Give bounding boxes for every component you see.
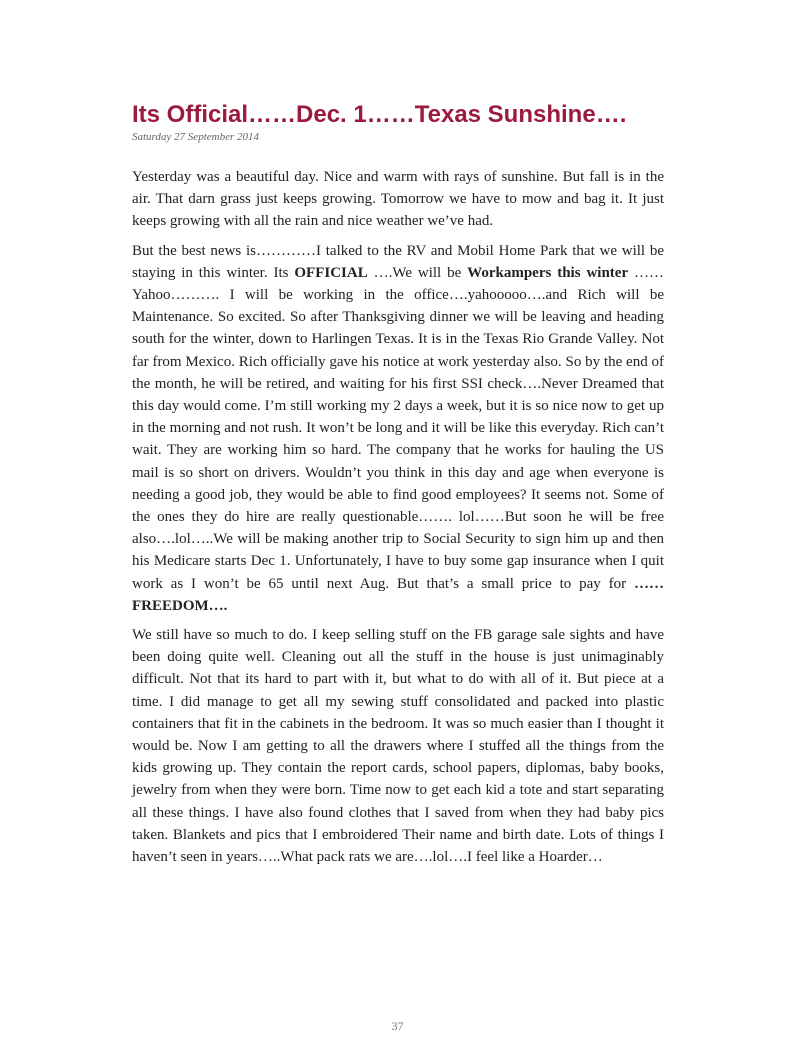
paragraph-2-part-2: ….We will be [367, 264, 468, 281]
paragraph-2-part-3: ……Yahoo………. I will be working in the office….yahooooo….and Rich will be Maintenance. So excited. So after Thanksgiving dinner we will be leaving and heading south for the winter, down to Harlingen Texas. It is in the Texas Rio Grande Valley. Not far from Mexico. Rich officially gave his notice at work yesterday also. So by the end of the month, he will be retired, and waiting for his first SSI check….Never Dreamed that this day would come. I’m still working my 2 days a week, but it is so nice now to get up in the morning and not rush. It won’t be long and it will be like this everyday. Rich can’t wait. They are working him so hard. The company that he works for hauling the US mail is so short on drivers. Wouldn’t you think in this day and age when everyone is needing a good job, they would be able to find good employees? It seems not. Some of the ones they do hire are really questionable……. lol……But soon he will be free also….lol…..We will be making another trip to Social Security to sign him up and then his Medicare starts Dec 1. Unfortunately, I have to buy some gap insurance when I quit work as I won’t be 65 until next Aug. But that’s a small price to pay for [132, 264, 665, 592]
post-body [132, 166, 664, 875]
paragraph-2-bold-workampers: Workampers this winter [467, 264, 629, 281]
paragraph-1: Yesterday was a beautiful day. Nice and warm with rays of sunshine. But fall is in the air. That darn grass just keeps growing. Tomorrow we have to mow and bag it. It just keeps growing with all the rain and nice weather we’ve had. [132, 169, 664, 230]
page-number: 37 [391, 1019, 404, 1033]
paragraph-2 [132, 240, 664, 617]
paragraph-2-bold-official: OFFICIAL [294, 264, 368, 281]
paragraph-2-part-1: But the best news is…………I talked to the RV and Mobil Home Park that we will be staying in this winter. Its [132, 242, 664, 281]
paragraph-3: We still have so much to do. I keep selling stuff on the FB garage sale sights and have been doing quite well. Cleaning out all the stuff in the house is just unimaginably difficult. Not that its hard to part with it, but what to do with all of it. But piece at a time. I did manage to get all my sewing stuff consolidated and packed into plastic containers that fit in the cabinets in the bedroom. It was so much easier than I thought it would be. Now I am getting to all the drawers where I stuffed all the things from the kids growing up. They contain the report cards, school papers, diplomas, baby books, jewelry from when they were born. Time now to get each kid a tote and start separating all these things. I have also found clothes that I saved from when they had baby pics taken. Blankets and pics that I embroidered Their name and birth date. Lots of things I haven’t seen in years…..What pack rats we are….lol….I feel like a Hoarder… [132, 627, 664, 866]
post-date: Saturday 27 September 2014 [132, 131, 259, 143]
paragraph-2-bold-freedom: ……FREEDOM…. [132, 575, 664, 614]
post-title: Its Official……Dec. 1……Texas Sunshine…. [132, 101, 627, 128]
